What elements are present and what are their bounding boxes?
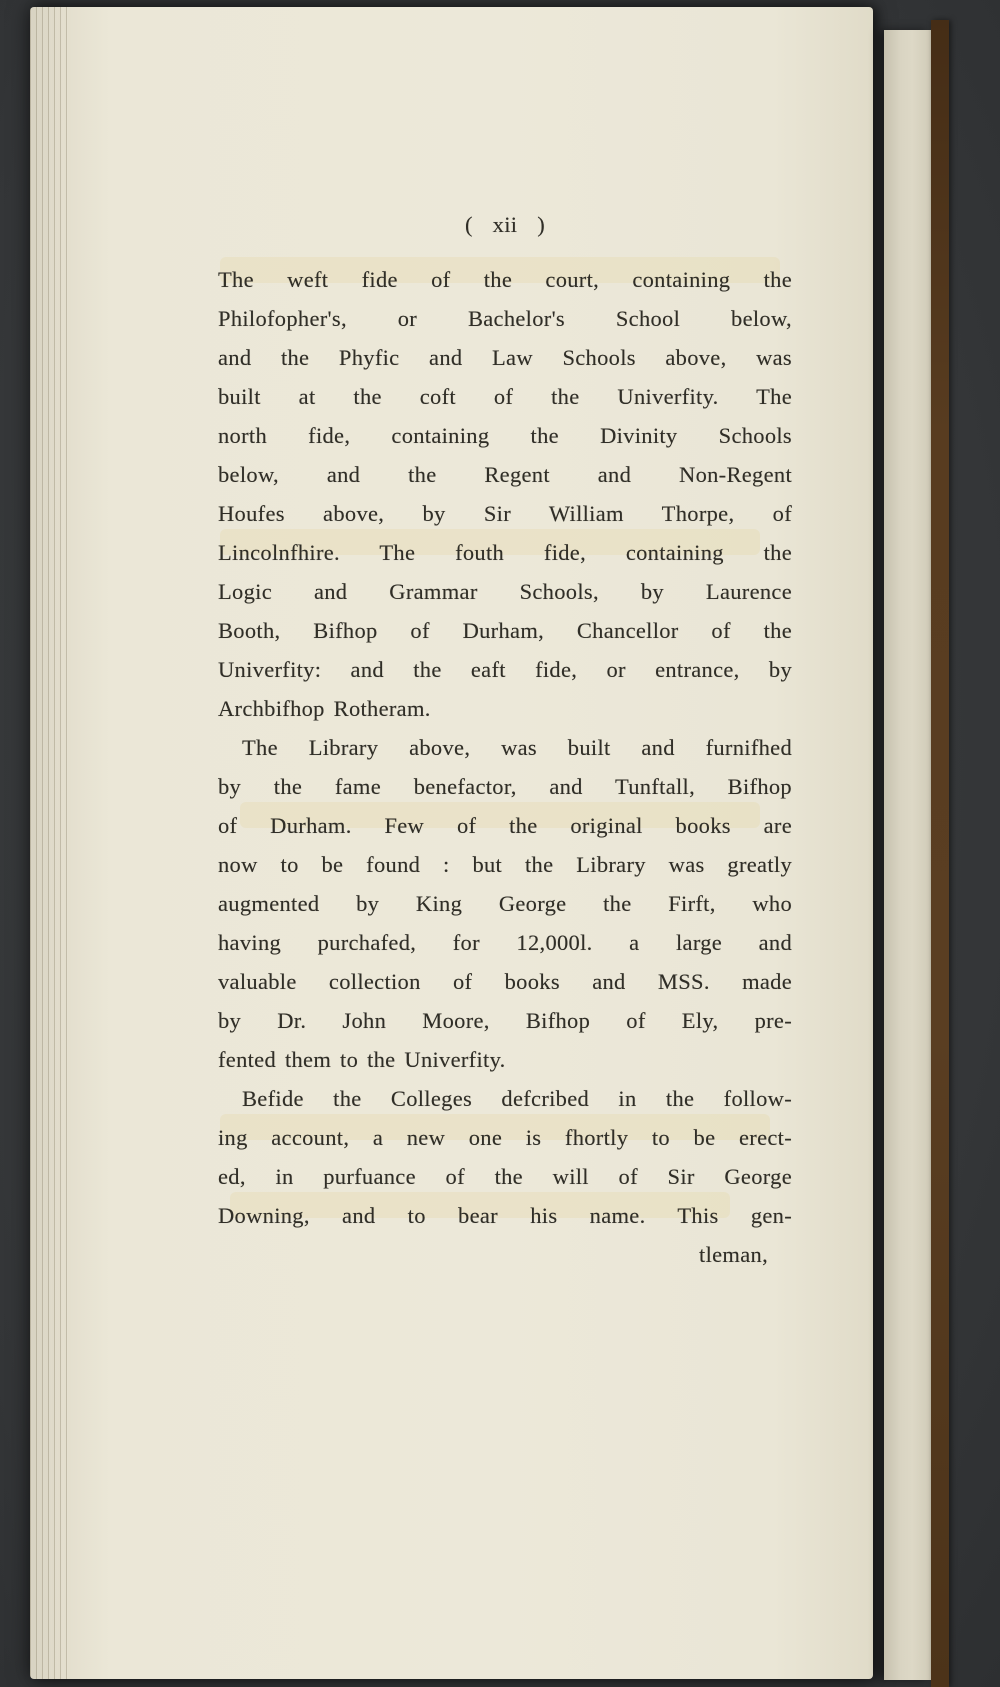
text-line: fented them to the Univerfity. (218, 1047, 506, 1072)
page-stack-edges (30, 7, 68, 1679)
catchword: tleman, (699, 1242, 768, 1267)
text-line: having purchafed, for 12,000l. a large and (218, 930, 792, 955)
text-line: below, and the Regent and Non-Regent (218, 462, 792, 487)
text-line: ing account, a new one is fhortly to be erect- (218, 1125, 792, 1150)
text-line: built at the coft of the Univerfity. The (218, 384, 792, 409)
text-line: valuable collection of books and MSS. made (218, 969, 792, 994)
text-line: Befide the Colleges defcribed in the follow- (242, 1086, 792, 1111)
text-line: and the Phyfic and Law Schools above, was (218, 345, 792, 370)
text-line: ed, in purfuance of the will of Sir George (218, 1164, 792, 1189)
text-line: Philofopher's, or Bachelor's School below, (218, 306, 792, 331)
book-cover-edge (931, 20, 949, 1687)
text-line: The Library above, was built and furnifhed (242, 735, 792, 760)
book-page (30, 7, 873, 1679)
text-line: Booth, Bifhop of Durham, Chancellor of the (218, 618, 792, 643)
text-line: Downing, and to bear his name. This gen- (218, 1203, 792, 1228)
text-line: now to be found : but the Library was greatly (218, 852, 792, 877)
next-page-edge (884, 30, 931, 1680)
text-line: of Durham. Few of the original books are (218, 813, 792, 838)
text-line: Archbifhop Rotheram. (218, 696, 431, 721)
paragraph (218, 260, 792, 728)
text-line: Houfes above, by Sir William Thorpe, of (218, 501, 792, 526)
paragraph (218, 728, 792, 1079)
text-line: by Dr. John Moore, Bifhop of Ely, pre- (218, 1008, 792, 1033)
page-number-header: ( xii ) (464, 212, 546, 237)
text-line: The weft fide of the court, containing the (218, 267, 792, 292)
text-line: Lincolnfhire. The fouth fide, containing the (218, 540, 792, 565)
text-line: Logic and Grammar Schools, by Laurence (218, 579, 792, 604)
text-line: Univerfity: and the eaft fide, or entrance, by (218, 657, 792, 682)
text-line: augmented by King George the Firft, who (218, 891, 792, 916)
text-line: by the fame benefactor, and Tunftall, Bifhop (218, 774, 792, 799)
page-text-block (218, 205, 792, 1274)
paragraph (218, 1079, 792, 1235)
text-line: north fide, containing the Divinity Schools (218, 423, 792, 448)
